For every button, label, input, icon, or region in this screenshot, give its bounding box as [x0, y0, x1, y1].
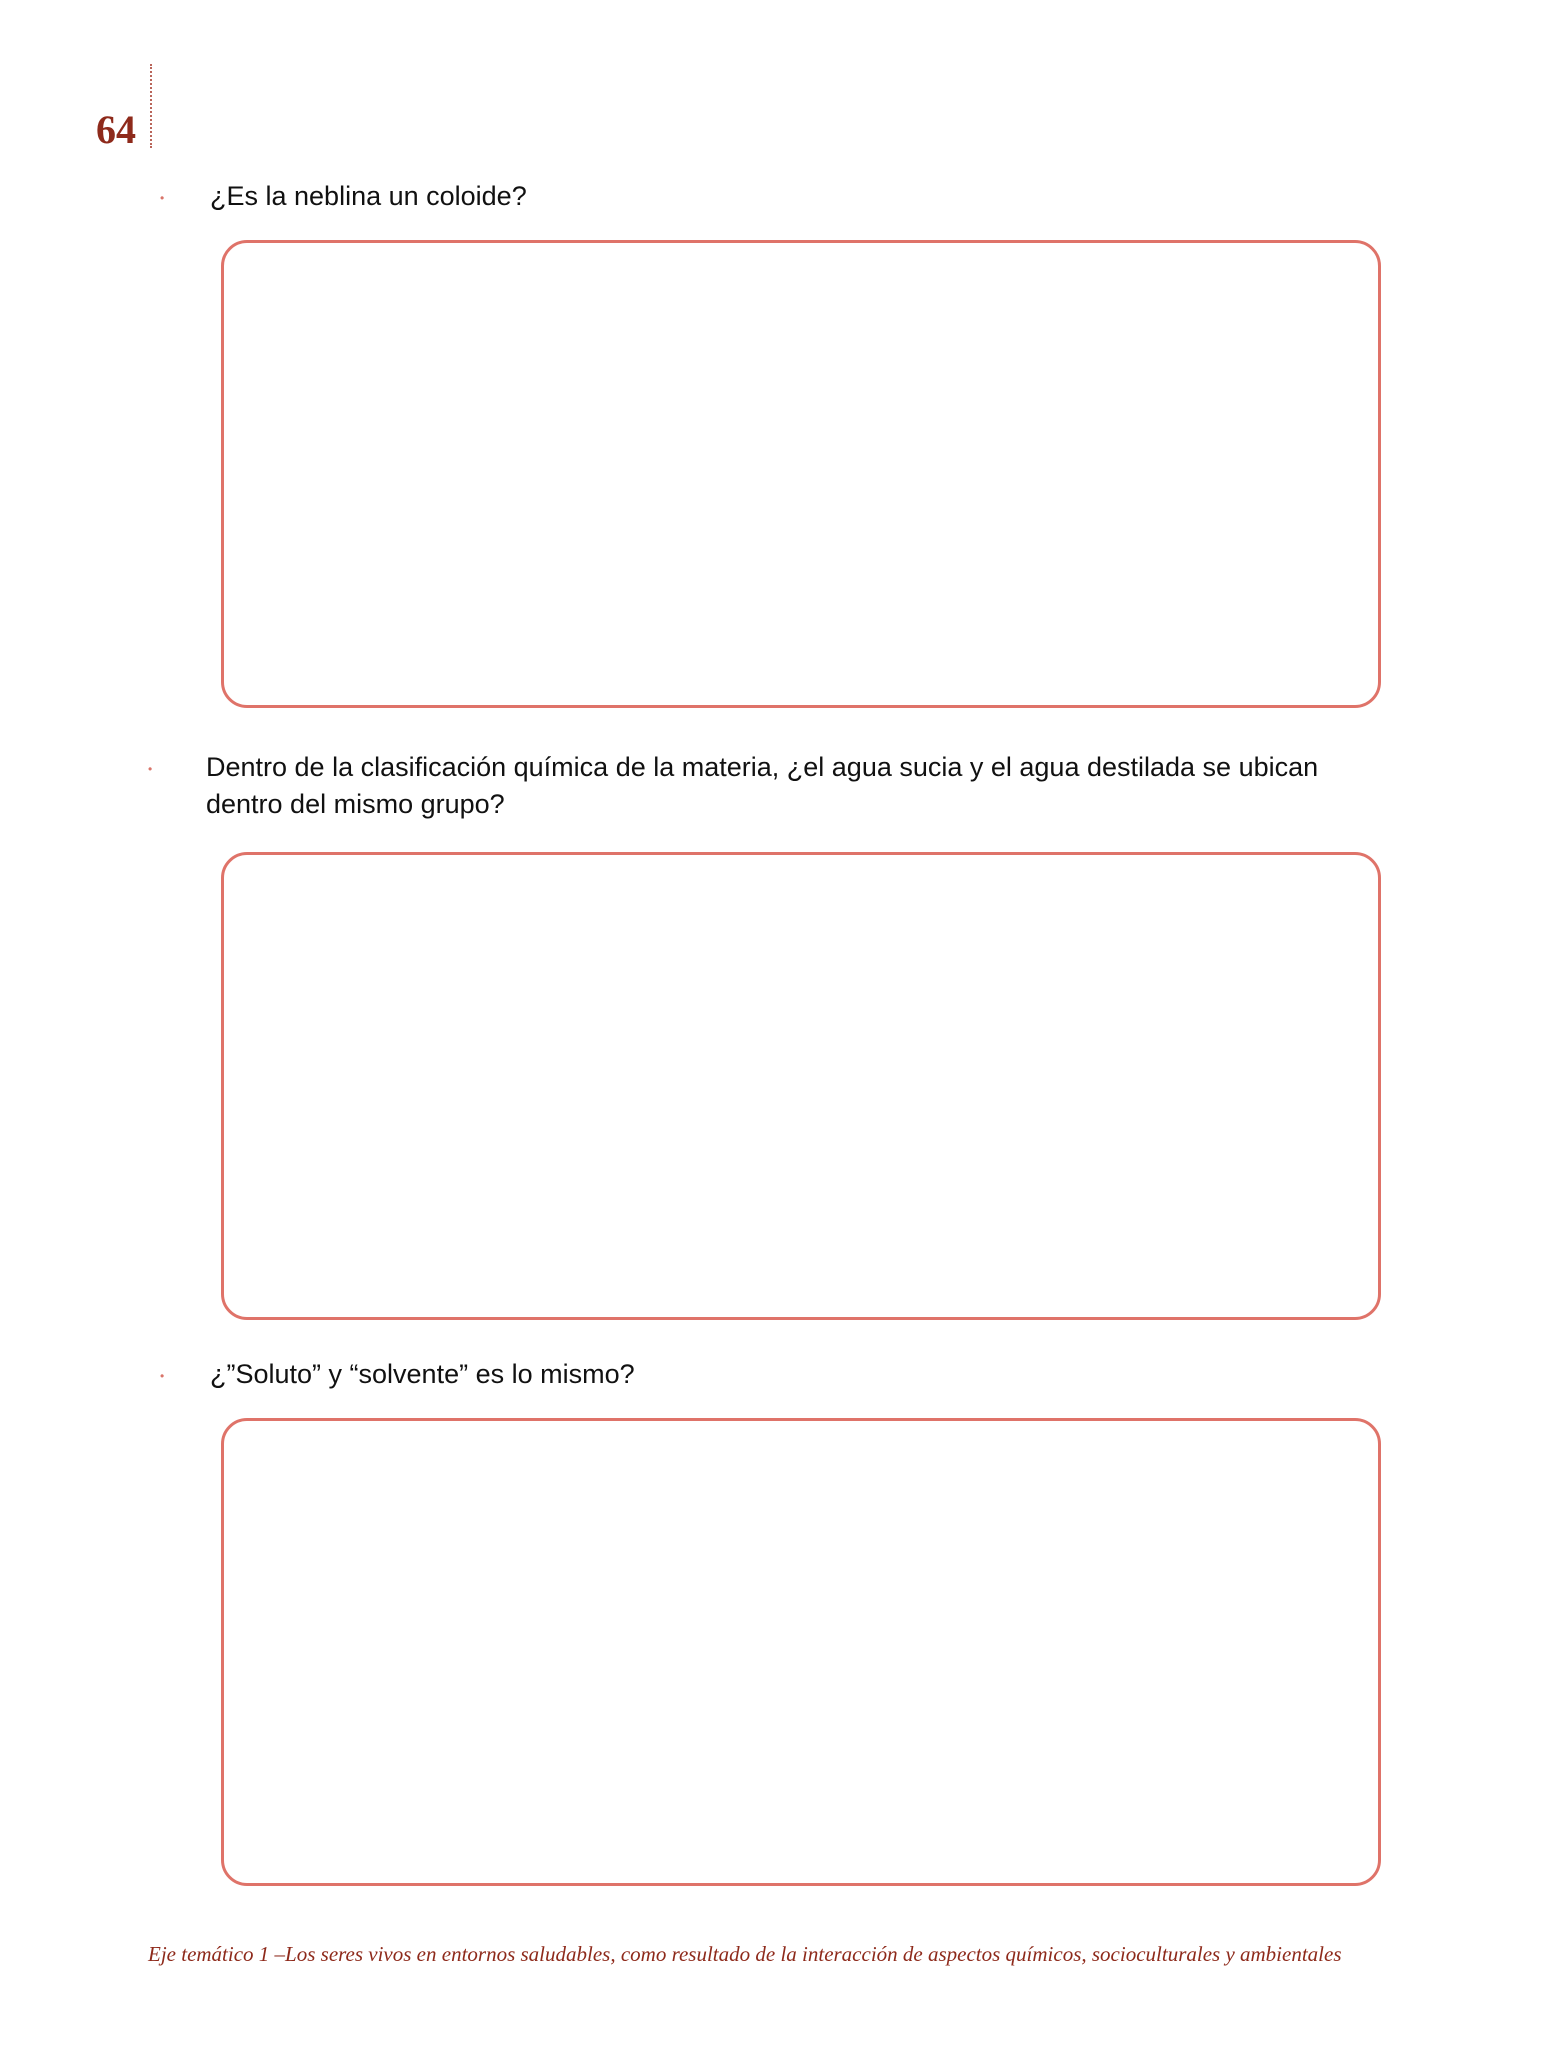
question-2: Dentro de la clasificación química de la materia, ¿el agua sucia y el agua destilada se ubican dentro del mismo grupo?: [206, 752, 1319, 819]
page-number-divider: [150, 64, 152, 148]
page-number: 64: [96, 107, 136, 152]
bullet-icon: •: [148, 762, 153, 776]
bullet-icon: •: [160, 1369, 165, 1383]
answer-box-3[interactable]: [221, 1418, 1381, 1886]
answer-box-1[interactable]: [221, 240, 1381, 708]
question-3: ¿”Soluto” y “solvente” es lo mismo?: [210, 1359, 635, 1389]
answer-box-2[interactable]: [221, 852, 1381, 1320]
bullet-icon: •: [160, 191, 165, 205]
page-footer: Eje temático 1 –Los seres vivos en entornos saludables, como resultado de la interacción de aspectos químicos, socioculturales y ambientales: [148, 1942, 1342, 1966]
question-1: ¿Es la neblina un coloide?: [210, 181, 527, 211]
